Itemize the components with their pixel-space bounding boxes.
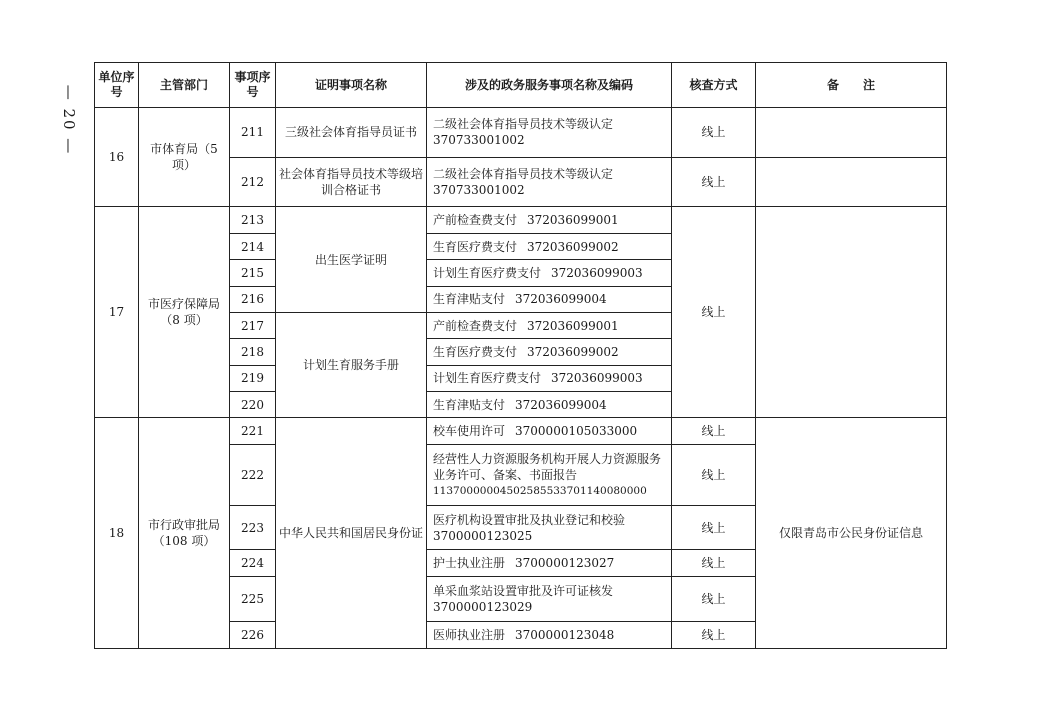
header-check: 核查方式 xyxy=(672,63,756,108)
item-no-cell: 215 xyxy=(230,260,276,286)
header-unit-no: 单位序号 xyxy=(95,63,139,108)
service-name: 单采血浆站设置审批及许可证核发 xyxy=(433,584,614,599)
check-cell: 线上 xyxy=(672,207,756,418)
service-cell xyxy=(427,233,672,259)
cert-name-cell: 出生医学证明 xyxy=(276,207,427,313)
cert-name-cell: 三级社会体育指导员证书 xyxy=(276,108,427,158)
header-dept: 主管部门 xyxy=(139,63,230,108)
header-item-no: 事项序号 xyxy=(230,63,276,108)
item-no-cell: 216 xyxy=(230,286,276,312)
dept-cell: 市医疗保障局（8 项） xyxy=(139,207,230,418)
item-no-cell: 222 xyxy=(230,444,276,505)
table-row xyxy=(95,418,947,444)
remark-cell: 仅限青岛市公民身份证信息 xyxy=(756,418,947,649)
check-cell: 线上 xyxy=(672,418,756,444)
item-no-cell: 212 xyxy=(230,157,276,207)
item-no-cell: 217 xyxy=(230,312,276,338)
service-cell xyxy=(427,260,672,286)
table-row xyxy=(95,207,947,233)
service-name: 生育津贴支付 xyxy=(433,397,506,412)
check-cell: 线上 xyxy=(672,157,756,207)
service-code: 11370000004502585533701140080000 xyxy=(433,484,647,497)
service-cell xyxy=(427,444,672,505)
service-name: 计划生育医疗费支付 xyxy=(433,371,542,386)
header-service: 涉及的政务服务事项名称及编码 xyxy=(427,63,672,108)
service-cell xyxy=(427,339,672,365)
header-row xyxy=(95,63,947,108)
service-name: 产前检查费支付 xyxy=(433,213,518,228)
remark-cell xyxy=(756,207,947,418)
service-code: 3700000123025 xyxy=(433,528,533,543)
service-name: 生育医疗费支付 xyxy=(433,345,518,360)
service-code: 372036099004 xyxy=(515,397,607,412)
unit-no-cell: 17 xyxy=(95,207,139,418)
service-code: 3700000123048 xyxy=(515,628,615,643)
check-cell: 线上 xyxy=(672,550,756,576)
remark-cell xyxy=(756,157,947,207)
cert-name-cell: 计划生育服务手册 xyxy=(276,312,427,418)
service-cell xyxy=(427,576,672,622)
service-cell xyxy=(427,418,672,444)
service-code: 372036099001 xyxy=(527,213,619,228)
service-cell xyxy=(427,505,672,550)
service-name: 医疗机构设置审批及执业登记和校验 xyxy=(433,512,626,527)
service-code: 3700000105033000 xyxy=(515,424,638,439)
service-code: 372036099003 xyxy=(551,371,643,386)
item-no-cell: 225 xyxy=(230,576,276,622)
check-cell: 线上 xyxy=(672,576,756,622)
cert-name-cell: 社会体育指导员技术等级培训合格证书 xyxy=(276,157,427,207)
service-code: 372036099001 xyxy=(527,318,619,333)
remark-cell xyxy=(756,108,947,158)
service-cell xyxy=(427,157,672,207)
service-code: 372036099003 xyxy=(551,265,643,280)
service-cell xyxy=(427,207,672,233)
check-cell: 线上 xyxy=(672,622,756,649)
service-name: 校车使用许可 xyxy=(433,424,506,439)
header-cert-name: 证明事项名称 xyxy=(276,63,427,108)
service-name: 计划生育医疗费支付 xyxy=(433,265,542,280)
service-code: 372036099002 xyxy=(527,345,619,360)
service-cell xyxy=(427,312,672,338)
service-cell xyxy=(427,108,672,158)
item-no-cell: 218 xyxy=(230,339,276,365)
service-name: 经营性人力资源服务机构开展人力资源服务业务许可、备案、书面报告 xyxy=(433,451,662,482)
item-no-cell: 224 xyxy=(230,550,276,576)
service-cell xyxy=(427,550,672,576)
service-name: 护士执业注册 xyxy=(433,556,506,571)
service-name: 生育津贴支付 xyxy=(433,292,506,307)
certificate-table xyxy=(94,62,947,649)
service-cell xyxy=(427,392,672,418)
service-name: 医师执业注册 xyxy=(433,628,506,643)
item-no-cell: 223 xyxy=(230,505,276,550)
check-cell: 线上 xyxy=(672,108,756,158)
unit-no-cell: 16 xyxy=(95,108,139,207)
service-cell xyxy=(427,365,672,391)
service-code: 372036099002 xyxy=(527,239,619,254)
service-name: 生育医疗费支付 xyxy=(433,239,518,254)
service-name: 二级社会体育指导员技术等级认定 xyxy=(433,167,614,182)
service-code: 370733001002 xyxy=(433,183,525,198)
check-cell: 线上 xyxy=(672,444,756,505)
item-no-cell: 220 xyxy=(230,392,276,418)
dept-cell: 市体育局（5 项） xyxy=(139,108,230,207)
item-no-cell: 211 xyxy=(230,108,276,158)
header-remark: 备 注 xyxy=(756,63,947,108)
service-code: 372036099004 xyxy=(515,292,607,307)
service-name: 二级社会体育指导员技术等级认定 xyxy=(433,117,614,132)
service-name: 产前检查费支付 xyxy=(433,318,518,333)
service-code: 3700000123027 xyxy=(515,556,615,571)
page-number: — 20 — xyxy=(60,84,78,156)
service-cell xyxy=(427,622,672,649)
unit-no-cell: 18 xyxy=(95,418,139,649)
service-code: 3700000123029 xyxy=(433,600,533,615)
service-cell xyxy=(427,286,672,312)
item-no-cell: 226 xyxy=(230,622,276,649)
check-cell: 线上 xyxy=(672,505,756,550)
table-row xyxy=(95,108,947,158)
dept-cell: 市行政审批局（108 项） xyxy=(139,418,230,649)
service-code: 370733001002 xyxy=(433,133,525,148)
item-no-cell: 221 xyxy=(230,418,276,444)
item-no-cell: 213 xyxy=(230,207,276,233)
item-no-cell: 219 xyxy=(230,365,276,391)
item-no-cell: 214 xyxy=(230,233,276,259)
cert-name-cell: 中华人民共和国居民身份证 xyxy=(276,418,427,649)
